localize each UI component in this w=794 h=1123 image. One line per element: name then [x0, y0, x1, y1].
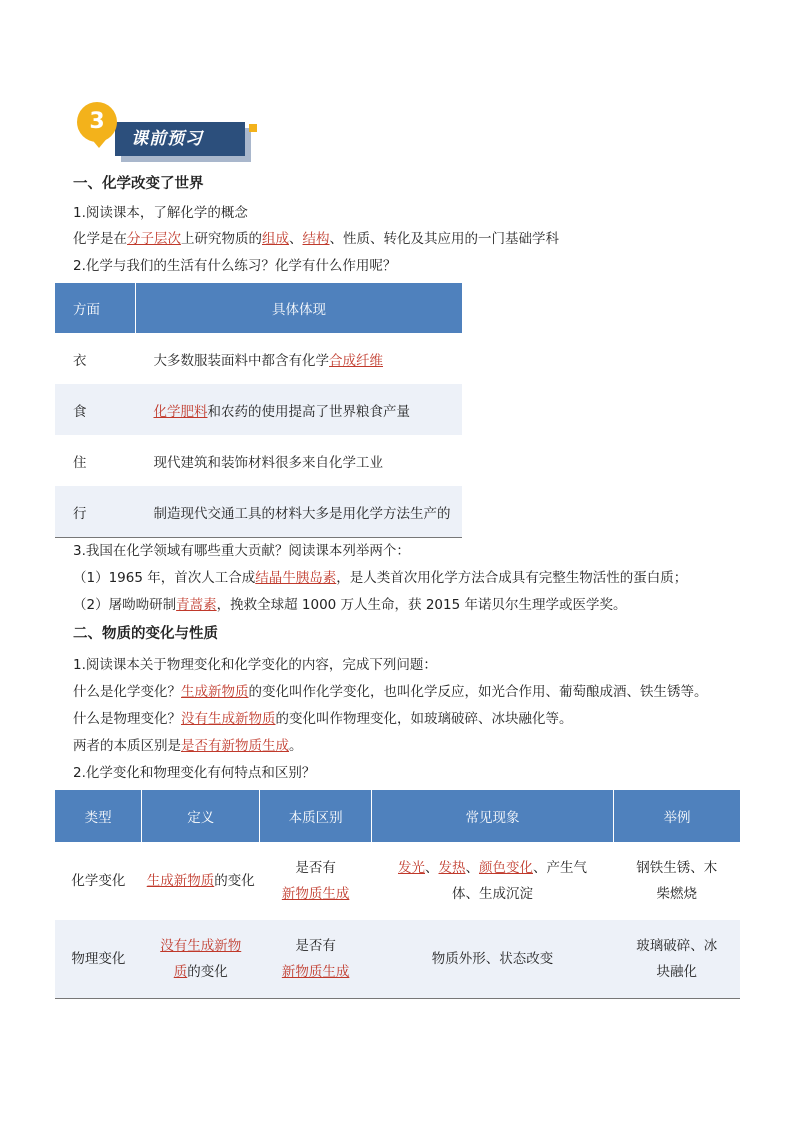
- change-comparison-table: [55, 790, 740, 999]
- difference-text: 是否有: [295, 938, 336, 954]
- def-answer-molecular: 分子层次: [127, 231, 181, 247]
- def-text: 的变化叫作物理变化，如玻璃破碎、冰块融化等。: [275, 711, 573, 727]
- header-detail: 具体体现: [136, 283, 463, 333]
- def-text: 上研究物质的: [181, 231, 262, 247]
- detail-text: 大多数服装面料中都含有化学: [153, 352, 329, 369]
- difference-cell: [260, 920, 372, 999]
- aspect-cell: 衣: [73, 352, 87, 369]
- detail-cell: [136, 333, 463, 384]
- table-row: [55, 435, 462, 486]
- def-answer-structure: 结构: [302, 231, 330, 247]
- type-cell: [55, 920, 142, 999]
- header-type: 类型: [55, 790, 142, 842]
- definition-answer: 质: [173, 964, 188, 980]
- banner-dot: [249, 124, 257, 132]
- def-text: 化学是在: [73, 231, 127, 247]
- table-row: [55, 333, 462, 384]
- example-text: 玻璃破碎、冰块融化: [636, 938, 718, 980]
- def-answer: 没有生成新物质: [181, 711, 276, 727]
- def-text: 两者的本质区别是: [73, 738, 181, 754]
- table-row: [55, 842, 740, 920]
- chemical-change-definition: [73, 682, 708, 702]
- def-text: 什么是化学变化？: [73, 684, 181, 700]
- header-definition: 定义: [142, 790, 260, 842]
- section2-question2: 2.化学变化和物理变化有何特点和区别？: [73, 765, 316, 781]
- contribution-text: （2）屠呦呦研制: [73, 597, 177, 613]
- table-row: [55, 486, 462, 538]
- contribution-insulin: [73, 568, 687, 588]
- aspect-cell: 食: [55, 384, 136, 435]
- phenomena-cell: [372, 842, 614, 920]
- definition-text: 的变化: [214, 873, 255, 889]
- detail-answer: 合成纤维: [329, 352, 383, 369]
- life-aspects-table: [55, 283, 462, 538]
- section1-question1: 1.阅读课本，了解化学的概念: [73, 205, 248, 221]
- phenomenon-answer: 颜色变化: [479, 860, 533, 876]
- header-difference: 本质区别: [260, 790, 372, 842]
- def-text: 、: [289, 231, 303, 247]
- type-cell: [55, 842, 142, 920]
- detail-cell: 现代建筑和装饰材料很多来自化学工业: [153, 454, 383, 471]
- header-phenomena: 常见现象: [372, 790, 614, 842]
- detail-text: 和农药的使用提高了世界粮食产量: [207, 403, 410, 420]
- header-example: 举例: [613, 790, 740, 842]
- difference-text: 是否有: [295, 860, 336, 876]
- contribution-answer: 青蒿素: [176, 597, 217, 613]
- def-answer-composition: 组成: [262, 231, 289, 247]
- definition-cell: [142, 920, 260, 999]
- example-cell: [613, 920, 740, 999]
- def-text: 的变化叫作化学变化，也叫化学反应，如光合作用、葡萄酿成酒、铁生锈等。: [248, 684, 708, 700]
- phenomenon-answer: 发光: [398, 860, 425, 876]
- def-text: 什么是物理变化？: [73, 711, 181, 727]
- def-answer: 是否有新物质生成: [181, 738, 289, 754]
- chemistry-definition: [73, 229, 559, 249]
- banner-number: 3: [77, 102, 117, 142]
- table-row: [55, 384, 462, 435]
- definition-answer: 没有生成新物: [160, 938, 242, 954]
- section2-question1: 1.阅读课本关于物理变化和化学变化的内容，完成下列问题：: [73, 657, 437, 673]
- detail-answer: 化学肥料: [153, 403, 208, 420]
- phenomenon-answer: 发热: [438, 860, 466, 876]
- banner-title: 课前预习: [115, 122, 245, 156]
- phenomenon-text: 、: [465, 860, 479, 876]
- detail-cell: [136, 384, 463, 435]
- phenomena-cell: 物质外形、状态改变: [372, 920, 614, 999]
- definition-cell: [142, 842, 260, 920]
- aspect-cell: 行: [55, 486, 136, 538]
- section1-question3: 3.我国在化学领域有哪些重大贡献？阅读课本列举两个：: [73, 543, 410, 559]
- section-banner: [77, 102, 267, 164]
- contribution-answer: 结晶牛胰岛素: [255, 570, 337, 586]
- contribution-text: ，是人类首次用化学方法合成具有完整生物活性的蛋白质；: [336, 570, 688, 586]
- difference-cell: [260, 842, 372, 920]
- phenomenon-text: 、: [425, 860, 439, 876]
- table-row: [55, 920, 740, 999]
- contribution-text: ，挽救全球超 1000 万人生命，获 2015 年诺贝尔生理学或医学奖。: [216, 597, 627, 613]
- phenomenon-text: 、产生气体、生成沉淀: [452, 860, 587, 902]
- essential-difference: [73, 736, 303, 756]
- aspect-cell: 住: [73, 454, 87, 471]
- contribution-text: （1）1965 年，首次人工合成: [73, 570, 256, 586]
- physical-change-definition: [73, 709, 573, 729]
- detail-cell: 制造现代交通工具的材料大多是用化学方法生产的: [136, 486, 463, 538]
- type-text: 化学变化: [71, 873, 126, 889]
- example-text: 钢铁生锈、木柴燃烧: [636, 860, 718, 902]
- example-cell: [613, 842, 740, 920]
- def-answer: 生成新物质: [181, 684, 249, 700]
- header-aspect: 方面: [55, 283, 136, 333]
- definition-text: 的变化: [187, 964, 228, 980]
- def-text: 、性质、转化及其应用的一门基础学科: [329, 231, 559, 247]
- section1-question2: 2.化学与我们的生活有什么练习？化学有什么作用呢？: [73, 258, 397, 274]
- def-text: 。: [289, 738, 303, 754]
- section2-heading: 二、物质的变化与性质: [73, 625, 218, 642]
- difference-answer: 新物质生成: [281, 964, 350, 980]
- type-text: 物理变化: [71, 951, 126, 967]
- definition-answer: 生成新物质: [146, 873, 215, 889]
- contribution-artemisinin: [73, 595, 626, 615]
- section1-heading: 一、化学改变了世界: [73, 175, 204, 192]
- difference-answer: 新物质生成: [281, 886, 350, 902]
